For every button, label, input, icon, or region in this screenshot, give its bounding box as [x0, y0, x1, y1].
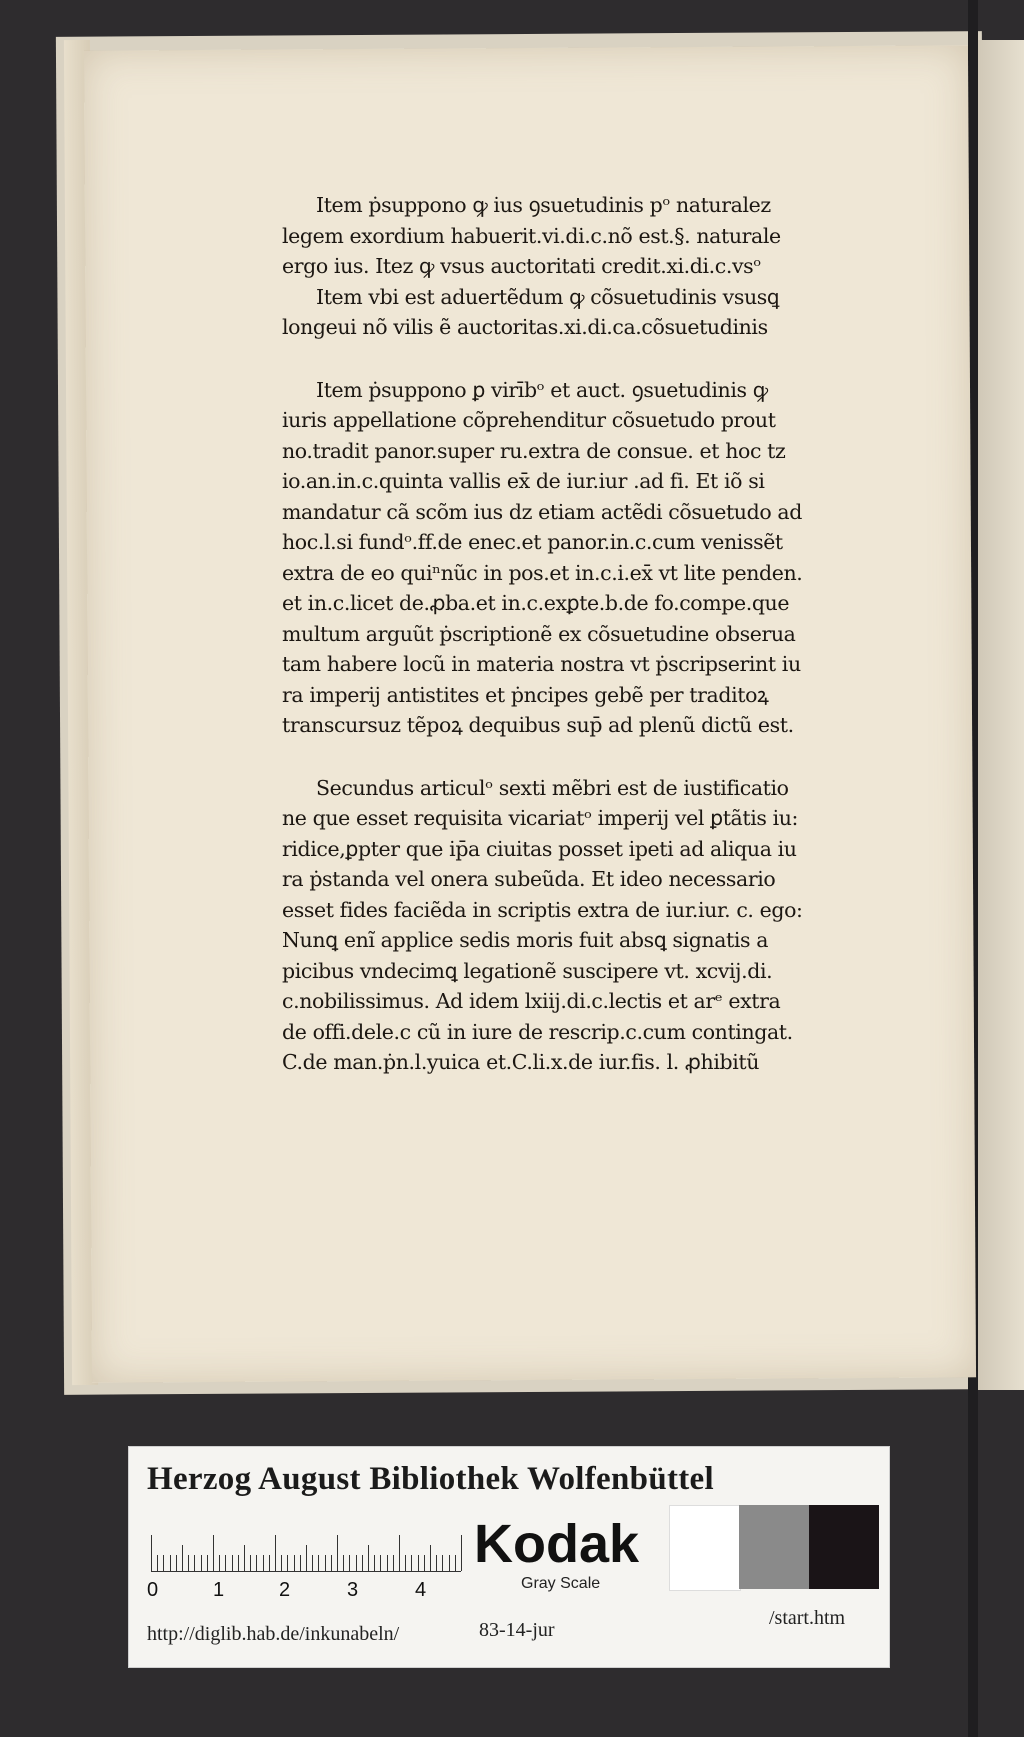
ruler-tick	[207, 1555, 208, 1571]
ruler-tick	[232, 1555, 233, 1571]
ruler-tick	[399, 1535, 400, 1571]
text-line: c.nobilissimus. Ad idem lxiij.di.c.lectis et arᵉ extra	[282, 989, 781, 1013]
ruler-tick	[225, 1555, 226, 1571]
white-swatch	[669, 1505, 741, 1591]
ruler-tick	[424, 1555, 425, 1571]
ruler-tick	[411, 1555, 412, 1571]
ruler-tick	[449, 1555, 450, 1571]
ruler-tick	[275, 1535, 276, 1571]
text-line: Item vbi est aduertẽdum ꝙ cõsuetudinis vsusꝗ	[316, 284, 780, 309]
kodak-logo: Kodak	[474, 1514, 640, 1574]
text-line: picibus vndecimꝗ legationẽ suscipere vt. xcvij.di.	[282, 958, 773, 983]
start-page-link: /start.htm	[769, 1607, 846, 1629]
ruler-tick	[244, 1545, 245, 1571]
text-line: no.tradit panor.super ru.extra de consue. et hoc tz	[282, 438, 786, 463]
ruler-number: 4	[415, 1579, 427, 1601]
paragraph-gap	[282, 741, 882, 773]
text-line: iuris appellatione cõprehenditur cõsuetudo prout	[282, 408, 776, 432]
text-line: de offi.dele.c cũ in iure de rescrip.c.cum contingat.	[282, 1019, 793, 1044]
text-line: legem exordium habuerit.vi.di.c.nõ est.§. naturale	[282, 223, 781, 248]
paragraph-gap	[282, 343, 882, 375]
paragraph-2	[282, 375, 882, 741]
text-line: ne que esset requisita vicariatᵒ imperij vel ꝑtãtis iu:	[282, 806, 799, 830]
ruler-tick	[287, 1555, 288, 1571]
ruler-tick	[349, 1555, 350, 1571]
ruler-tick	[461, 1535, 462, 1571]
incunable-text	[282, 190, 882, 1078]
text-line: multum arguũt ṗscriptionẽ ex cõsuetudine obserua	[282, 621, 796, 646]
ruler-tick	[318, 1555, 319, 1571]
ruler-tick	[387, 1555, 388, 1571]
color-target-card	[128, 1446, 890, 1668]
ruler-tick	[194, 1555, 195, 1571]
ruler-tick	[442, 1555, 443, 1571]
text-line: C.de man.ṗn.l.yuica et.C.li.x.de iur.fis. l. ꝓhibitũ	[282, 1050, 759, 1074]
black-swatch	[809, 1505, 879, 1589]
ruler-tick	[455, 1555, 456, 1571]
text-line: mandatur cã scõm ius dz etiam actẽdi cõsuetudo ad	[282, 499, 802, 524]
text-line: tam habere locũ in materia nostra vt ṗscripserint iu	[282, 652, 801, 676]
ruler-tick	[436, 1555, 437, 1571]
text-line: transcursuz tẽpoꝝ dequibus sup̄ ad plenũ dictũ est.	[282, 713, 794, 737]
ruler-tick	[331, 1555, 332, 1571]
ruler-tick	[356, 1555, 357, 1571]
ruler-tick	[269, 1555, 270, 1571]
ruler-scale	[151, 1527, 461, 1572]
ruler-tick	[430, 1545, 431, 1571]
ruler-tick	[188, 1555, 189, 1571]
ruler-number: 3	[347, 1579, 359, 1601]
ruler-tick	[374, 1555, 375, 1571]
text-line: ra imperij antistites et ṗncipes gebẽ per traditoꝝ	[282, 682, 769, 707]
text-line: Secundus articulᵒ sexti mẽbri est de iustificatio	[316, 775, 789, 800]
ruler-tick	[250, 1555, 251, 1571]
adjacent-page-edge	[976, 40, 1024, 1390]
text-line: extra de eo quiⁿnũc in pos.et in.c.i.ex̄ vt lite penden.	[282, 560, 803, 585]
ruler-tick	[151, 1535, 152, 1571]
ruler-tick	[362, 1555, 363, 1571]
source-url: http://diglib.hab.de/inkunabeln/	[147, 1623, 400, 1645]
ruler-tick	[219, 1555, 220, 1571]
library-name: Herzog August Bibliothek Wolfenbüttel	[147, 1461, 714, 1497]
ruler-tick	[380, 1555, 381, 1571]
paragraph-1	[282, 190, 882, 343]
ruler-tick	[213, 1535, 214, 1571]
text-line: io.an.in.c.quinta vallis ex̄ de iur.iur .ad fi. Et iõ si	[282, 469, 765, 493]
text-line: esset fides faciẽda in scriptis extra de iur.iur. c. ego:	[282, 897, 803, 922]
ruler-tick	[300, 1555, 301, 1571]
ruler-tick	[157, 1555, 158, 1571]
text-line: hoc.l.si fundᵒ.ff.de enec.et panor.in.c.cum venissẽt	[282, 530, 783, 554]
text-line: ra ṗstanda vel onera subeũda. Et ideo necessario	[282, 867, 776, 891]
ruler-tick	[294, 1555, 295, 1571]
ruler-tick	[368, 1545, 369, 1571]
ruler-tick	[263, 1555, 264, 1571]
paragraph-3	[282, 773, 882, 1078]
ruler-tick	[182, 1545, 183, 1571]
ruler-number: 1	[213, 1579, 225, 1601]
ruler-tick	[337, 1535, 338, 1571]
ruler-tick	[281, 1555, 282, 1571]
ruler-tick	[306, 1545, 307, 1571]
gray-scale-label: Gray Scale	[521, 1575, 601, 1592]
ruler-tick	[343, 1555, 344, 1571]
gray-swatch	[739, 1505, 809, 1589]
ruler-tick	[201, 1555, 202, 1571]
shelfmark: 83-14-jur	[479, 1619, 555, 1641]
ruler-tick	[170, 1555, 171, 1571]
text-line: ridice,ꝑpter que ip̄a ciuitas posset ipeti ad aliqua iu	[282, 836, 797, 861]
ruler-tick	[176, 1555, 177, 1571]
text-line: longeui nõ vilis ẽ auctoritas.xi.di.ca.cõsuetudinis	[282, 315, 768, 339]
text-line: et in.c.licet de.ꝓba.et in.c.exꝑte.b.de fo.compe.que	[282, 591, 790, 615]
ruler-tick	[405, 1555, 406, 1571]
ruler-tick	[325, 1555, 326, 1571]
text-line: ergo ius. Itez ꝙ vsus auctoritati credit.xi.di.c.vsᵒ	[282, 254, 761, 278]
ruler-number: 2	[279, 1579, 291, 1601]
text-line: Nunꝗ enĩ applice sedis moris fuit absꝗ signatis a	[282, 928, 769, 952]
ruler-tick	[256, 1555, 257, 1571]
ruler-tick	[393, 1555, 394, 1571]
ruler-tick	[238, 1555, 239, 1571]
ruler-number: 0	[147, 1579, 159, 1601]
text-line: Item ṗsuppono ꝑ virībᵒ et auct. ꝯsuetudinis ꝙ	[316, 377, 768, 402]
ruler-tick	[312, 1555, 313, 1571]
ruler-tick	[163, 1555, 164, 1571]
ruler-tick	[418, 1555, 419, 1571]
text-line: Item ṗsuppono ꝙ ius ꝯsuetudinis pᵒ naturalez	[316, 193, 771, 217]
